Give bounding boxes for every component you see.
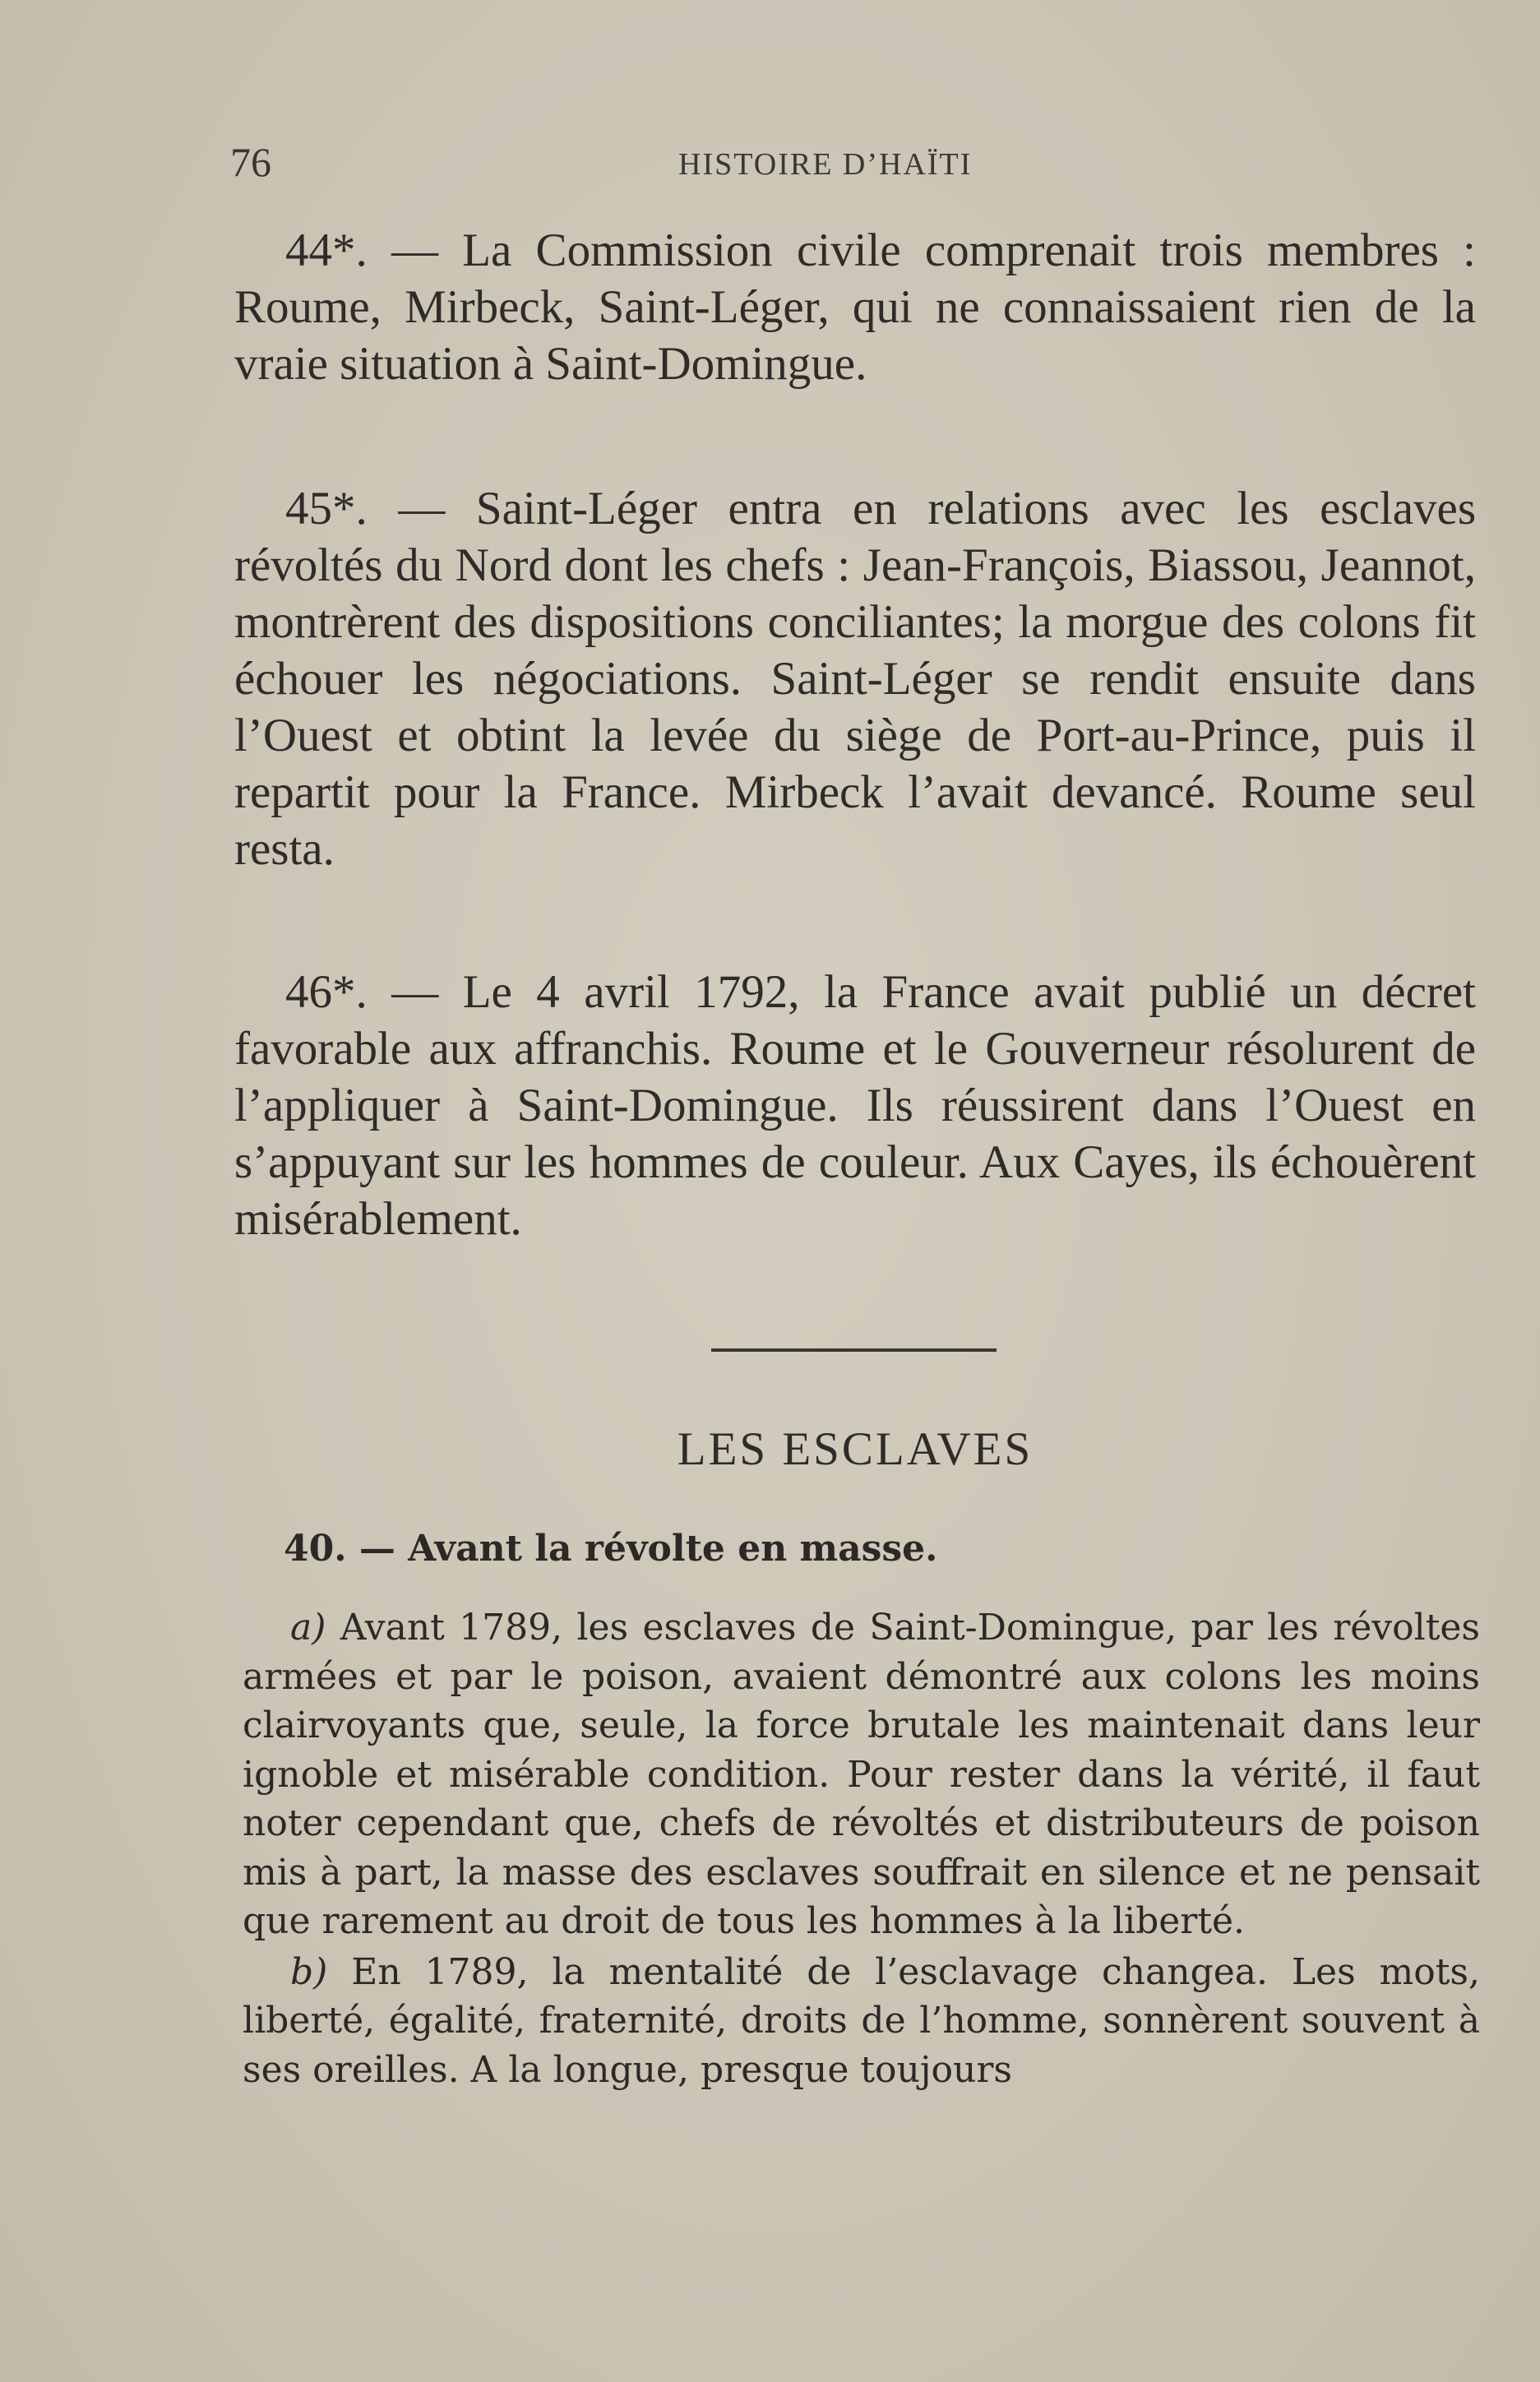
paragraph-46 — [234, 964, 1476, 1247]
running-head: HISTOIRE D’HAÏTI — [678, 147, 973, 182]
subparagraph-b — [243, 1948, 1480, 2095]
paragraph-44 — [234, 222, 1476, 392]
section-body — [243, 1603, 1480, 2096]
subheading: 40. — Avant la révolte en masse. — [284, 1528, 938, 1570]
subparagraph-text: Avant 1789, les esclaves de Saint-Domingue, par les révoltes armées et par le poison, avaient démontré aux colons les moins clairvoyants que, seule, la force brutale les maintenait dans leur ignoble et misérable condition. Pour rester dans la vérité, il faut noter cependant que, chefs de révoltés et distributeurs de poison mis à part, la masse des esclaves souffrait en silence et ne pensait que rarement au droit de tous les hommes à la liberté. — [243, 1607, 1480, 1942]
paragraph-45 — [234, 480, 1476, 877]
paragraph-number: 44*. — [285, 224, 368, 276]
page-number: 76 — [230, 139, 271, 185]
subparagraph-label: a) — [290, 1607, 326, 1649]
paragraph-number: 45*. — [285, 483, 368, 534]
section-title: LES ESCLAVES — [677, 1423, 1034, 1475]
paragraph-text: — La Commission civile comprenait trois membres : Roume, Mirbeck, Saint-Léger, qui ne connaissaient rien de la vraie situation à Saint-Domingue. — [234, 224, 1477, 390]
paragraph-text: — Saint-Léger entra en relations avec les esclaves révoltés du Nord dont les chefs : Jean-François, Biassou, Jeannot, montrèrent des dispositions conciliantes; la morgue des colons fit échouer les négociations. Saint-Léger se rendit ensuite dans l’Ouest et obtint la levée du siège de Port-au-Prince, puis il repartit pour la France. Mirbeck l’avait devancé. Roume seul resta. — [234, 483, 1477, 875]
paragraph-number: 46*. — [285, 966, 368, 1018]
subparagraph-text: En 1789, la mentalité de l’esclavage changea. Les mots, liberté, égalité, fraternité, droits de l’homme, sonnèrent souvent à ses oreilles. A la longue, presque toujours — [243, 1950, 1480, 2091]
paragraph-text: — Le 4 avril 1792, la France avait publié un décret favorable aux affranchis. Roume et le Gouverneur résolurent de l’appliquer à Saint-Domingue. Ils réussirent dans l’Ouest en s’appuyant sur les hommes de couleur. Aux Cayes, ils échouèrent misérablement. — [234, 966, 1477, 1245]
page-header — [230, 138, 1480, 187]
section-divider — [711, 1348, 997, 1352]
subparagraph-a — [243, 1603, 1480, 1946]
subparagraph-label: b) — [290, 1950, 328, 1993]
